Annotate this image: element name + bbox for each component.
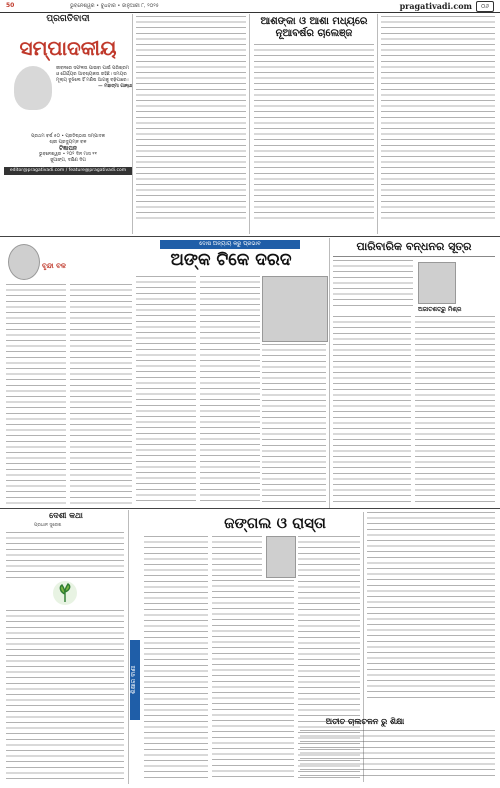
bottom-col-2 xyxy=(212,580,294,778)
right-headline: ପାରିବାରିକ ବନ୍ଧନର ସୂତ୍ର xyxy=(356,240,472,253)
section-rule xyxy=(0,508,500,509)
main-col-1 xyxy=(6,284,66,504)
side-sub: ପ୍ରଧାନ ସୁରେଶ xyxy=(34,523,62,528)
main-col-2 xyxy=(70,284,132,504)
quote-box xyxy=(56,66,132,90)
main-col-5 xyxy=(262,344,326,504)
top-center-headline: ଆଶଙ୍କା ଓ ଆଶା ମଧ୍ୟରେ ନୂଆବର୍ଷର ଚାଲେଞ୍ଜ xyxy=(260,16,368,39)
top-center-body xyxy=(254,44,374,222)
top-rule xyxy=(0,12,500,13)
top-bar xyxy=(0,0,500,12)
vertical-tag: ଶିକ୍ଷାର ବାଣୀ xyxy=(130,640,140,720)
bottom-col-2-top xyxy=(212,536,262,576)
section-rule xyxy=(0,236,500,237)
page-number: ୦୬ xyxy=(476,1,494,12)
column-divider xyxy=(377,14,378,234)
side-body-bottom xyxy=(6,610,124,780)
column-divider xyxy=(329,238,330,508)
main-article-photo xyxy=(262,276,328,342)
info-line-1: ପ୍ରଥମ ବର୍ଷ ୫୦ • ପ୍ରତିଷ୍ଠାତା ସମ୍ପାଦକ xyxy=(31,134,105,139)
publication-info xyxy=(4,134,132,175)
column-divider xyxy=(249,14,250,234)
bottom-col-1 xyxy=(144,536,208,778)
quote-author: — ମହାତ୍ମା ଗାନ୍ଧୀ xyxy=(98,84,132,89)
main-headline: ଅଙ୍କ ଟିକେ ଦରଦ xyxy=(170,250,292,270)
main-col-4 xyxy=(200,276,260,504)
right-col-1 xyxy=(333,316,411,506)
main-col-3 xyxy=(136,276,196,504)
bottom-right-headline: ଅତୀତ ଚାଲଚଳନ ରୁ ଶିକ୍ଷା xyxy=(325,716,405,726)
anniversary-badge: 50 xyxy=(6,2,15,9)
quote-text: ଜୀବନରେ ସଫଳତା ପାଇବା ପାଇଁ ପରିଶ୍ରମ ଓ ଧୈର୍ଯ୍ୟର ଆବଶ୍ୟକତା ରହିଛି। ସମୟର ମୂଲ୍ୟ ବୁଝିଲେ ହିଁ ମଣିଷ ଆଗକୁ ବଢ଼ିପାରେ। xyxy=(56,66,129,83)
dateline: ଭୁବନେଶ୍ୱର • ବୁଧବାର • ଜାନୁଆରୀ ୮, ୨୦୨୫ xyxy=(70,3,159,9)
editorial-masthead xyxy=(4,14,132,230)
bottom-right-lower-body xyxy=(300,730,495,780)
author-photo xyxy=(8,244,40,280)
right-col-top xyxy=(333,260,413,308)
info-line-2: ଶ୍ରୀ ପ୍ରଦ୍ୟୁମ୍ନ ବଳ xyxy=(49,140,87,145)
site-url[interactable]: pragativadi.com xyxy=(399,1,472,11)
main-author: ବୃନ୍ଦା ବଳ xyxy=(42,262,66,270)
column-divider xyxy=(132,14,133,234)
right-author: ଅଜାତଶତ୍ରୁ ମିଶ୍ର xyxy=(418,306,462,313)
main-article-tag: ଦୋଷ ଅନ୍ୟାୟ କରୁ ପ୍ରଭାବ xyxy=(160,240,300,249)
paper-logo: ପ୍ରଗତିବାଦୀ xyxy=(46,14,90,24)
right-author-photo xyxy=(418,262,456,304)
contact-email[interactable]: editor@pragativadi.com / feature@pragativadi.com xyxy=(4,167,132,175)
side-title: ଦେଶୀ କଥା xyxy=(49,510,83,520)
top-right-body xyxy=(381,16,495,222)
right-col-2 xyxy=(415,316,495,506)
founder-portrait xyxy=(14,66,52,110)
editorial-column-1 xyxy=(136,16,246,222)
plant-icon xyxy=(52,580,78,606)
bottom-headline: ଜଙ୍ଗଲ ଓ ରାସ୍ତା xyxy=(224,514,326,532)
info-line-4: ଜୁଆଙ୍ଗ, ଦକ୍ଷିଣ ଦିଗ xyxy=(50,158,86,163)
right-rule xyxy=(333,256,495,257)
side-box xyxy=(4,510,129,784)
section-title: ସମ୍ପାଦକୀୟ xyxy=(19,36,117,60)
side-body-top xyxy=(6,532,124,578)
bottom-right-body xyxy=(367,512,495,698)
info-line-3: ଭୁବନେଶ୍ୱର • ୨୦୨ ଦିନ ମାସ ୧୧ xyxy=(39,152,97,157)
bottom-author-photo xyxy=(266,536,296,578)
info-number: ଟିଜ୍ଞାପନ xyxy=(59,145,77,152)
